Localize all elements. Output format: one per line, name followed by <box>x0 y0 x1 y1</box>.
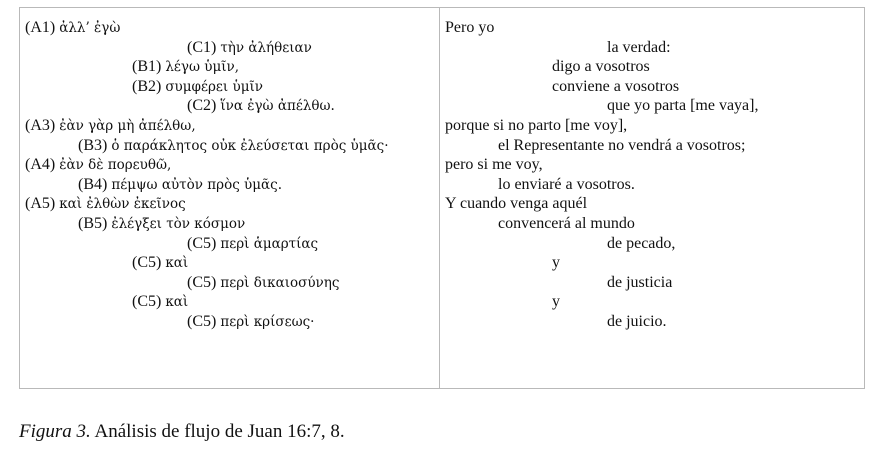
clause-label: (C5) <box>132 254 162 272</box>
greek-line <box>187 38 312 58</box>
greek-line <box>132 292 188 312</box>
greek-line <box>187 273 339 293</box>
spanish-line: porque si no parto [me voy], <box>445 117 628 134</box>
clause-label: (A3) <box>25 117 56 134</box>
spanish-line: de pecado, <box>607 234 676 252</box>
greek-clause: καὶ <box>165 294 189 311</box>
spanish-line: lo enviaré a vosotros. <box>498 175 635 193</box>
spanish-line: de juicio. <box>607 313 667 330</box>
spanish-line: Y cuando venga aquél <box>445 195 588 213</box>
spanish-line: que yo parta [me vaya], <box>607 97 759 115</box>
greek-clause: ἐλέγξει τὸν κόσμον <box>111 216 246 232</box>
spanish-line: conviene a vosotros <box>552 77 680 95</box>
spanish-line: el Representante no vendrá a vosotros; <box>498 136 746 154</box>
greek-clause: ἐὰν γὰρ μὴ ἀπέλθω, <box>59 118 196 134</box>
greek-line <box>187 312 314 332</box>
spanish-line: digo a vosotros <box>552 58 650 76</box>
clause-label: (B3) <box>78 136 108 154</box>
clause-label: (A4) <box>25 156 56 174</box>
greek-clause: τὴν ἀλήθειαν <box>220 39 312 56</box>
clause-label: (B5) <box>78 215 108 232</box>
greek-clause: λέγω ὑμῖν, <box>165 59 240 76</box>
greek-line <box>132 253 188 273</box>
clause-label: (C2) <box>187 97 217 115</box>
flow-analysis-table <box>19 7 865 389</box>
clause-label: (B1) <box>132 58 162 76</box>
clause-label: (C5) <box>132 293 162 311</box>
spanish-line: convencerá al mundo <box>498 215 635 232</box>
greek-line <box>25 116 196 136</box>
spanish-line: la verdad: <box>607 38 671 56</box>
spanish-column <box>440 8 864 388</box>
greek-clause: περὶ κρίσεως· <box>220 314 315 330</box>
figure-caption-text: Análisis de flujo de Juan 16:7, 8. <box>90 421 345 442</box>
spanish-line: Pero yo <box>445 19 495 36</box>
greek-column <box>20 8 440 388</box>
spanish-line: y <box>552 293 560 311</box>
clause-label: (B2) <box>132 77 162 95</box>
spanish-line: de justicia <box>607 273 673 291</box>
greek-line <box>132 77 263 97</box>
greek-clause: συμφέρει ὑμῖν <box>165 78 263 95</box>
greek-line <box>78 175 282 195</box>
figure-caption <box>19 420 345 444</box>
clause-label: (A5) <box>25 195 56 213</box>
spanish-line: y <box>552 254 560 272</box>
greek-clause: ὁ παράκλητος οὐκ ἐλεύσεται πρὸς ὑμᾶς· <box>111 137 389 154</box>
greek-clause: περὶ ἁμαρτίας <box>220 235 319 252</box>
clause-label: (B4) <box>78 175 108 193</box>
greek-line <box>187 234 318 254</box>
greek-clause: ἀλλ’ ἐγὼ <box>59 20 121 36</box>
greek-line <box>25 194 186 214</box>
clause-label: (A1) <box>25 19 56 36</box>
greek-clause: περὶ δικαιοσύνης <box>220 274 340 291</box>
greek-line <box>25 155 171 175</box>
greek-line <box>25 18 120 38</box>
clause-label: (C5) <box>187 234 217 252</box>
greek-clause: ἐὰν δὲ πορευθῶ, <box>59 157 172 174</box>
greek-clause: πέμψω αὐτὸν πρὸς ὑμᾶς. <box>111 176 283 193</box>
greek-clause: καὶ ἐλθὼν ἐκεῖνος <box>59 196 186 213</box>
greek-clause: ἵνα ἐγὼ ἀπέλθω. <box>220 98 335 115</box>
figure-label: Figura 3. <box>19 421 91 442</box>
greek-clause: καὶ <box>165 255 189 272</box>
clause-label: (C5) <box>187 313 217 330</box>
greek-line <box>78 214 245 234</box>
greek-line <box>187 96 335 116</box>
clause-label: (C5) <box>187 273 217 291</box>
clause-label: (C1) <box>187 38 217 56</box>
greek-line <box>132 57 239 77</box>
spanish-line: pero si me voy, <box>445 156 543 174</box>
greek-line <box>78 136 389 156</box>
